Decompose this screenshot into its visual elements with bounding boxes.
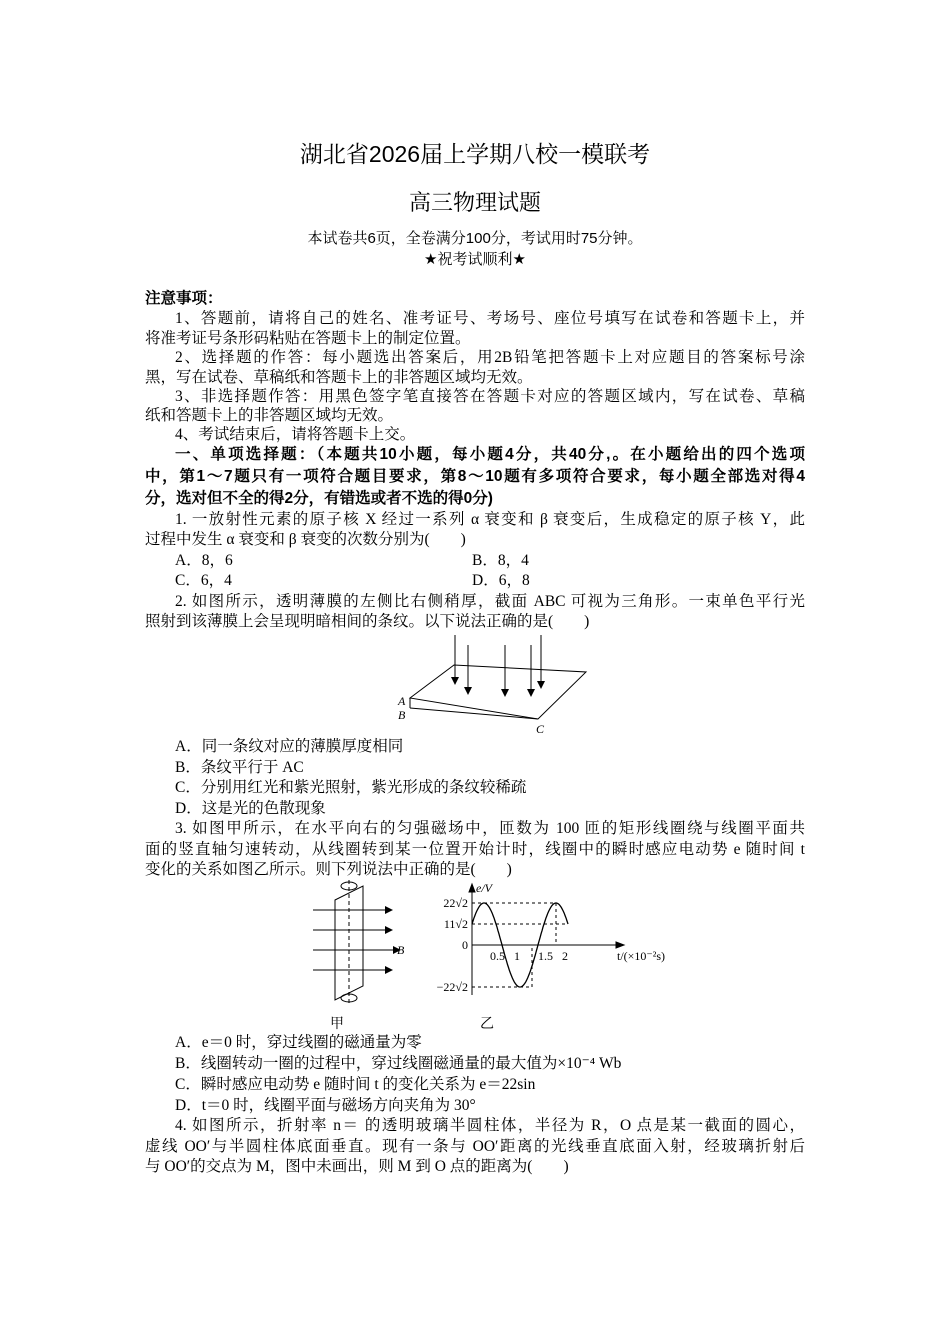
notice-line: 3、非选择题作答：用黑色签字笔直接答在答题卡对应的答题区域内，写在试卷、草稿 xyxy=(175,388,805,405)
fig-label-b: B xyxy=(398,708,406,722)
fig-label-c: C xyxy=(536,722,545,736)
x-axis-label: t/(×10⁻²s) xyxy=(617,949,666,963)
y-tick-label: 22√2 xyxy=(443,896,468,911)
notice-line: 将准考证号条形码粘贴在答题卡上的制定位置。 xyxy=(145,330,471,347)
q2-option-d: D．这是光的色散现象 xyxy=(175,800,326,817)
q3-option-a: A．e＝0 时，穿过线圈的磁通量为零 xyxy=(175,1034,422,1051)
notice-line: 2、选择题的作答：每小题选出答案后，用2B铅笔把答题卡上对应题目的答案标号涂 xyxy=(175,349,805,366)
y-tick-label: 11√2 xyxy=(443,917,468,932)
fig-label-a: A xyxy=(398,694,406,708)
y-tick-label: −22√2 xyxy=(436,979,468,994)
q3-stem: 3. 如图甲所示，在水平向右的匀强磁场中，匝数为 100 匝的矩形线圈绕与线圈平面共 xyxy=(175,820,805,837)
notice-line: 1、答题前，请将自己的姓名、准考证号、考场号、座位号填写在试卷和答题卡上，并 xyxy=(175,310,805,327)
x-tick-label: 2 xyxy=(562,949,568,963)
section-heading: 一、单项选择题：（本题共10小题，每小题4分，共40分,。在小题给出的四个选项 xyxy=(175,446,805,463)
q2-option-c: C．分别用红光和紫光照射，紫光形成的条纹较稀疏 xyxy=(175,779,527,796)
film-bottom-edge xyxy=(410,708,538,719)
q1-option-b: B．8，4 xyxy=(472,552,529,569)
exam-info: 本试卷共6页，全卷满分100分，考试用时75分钟。 xyxy=(307,230,643,247)
q2-film-figure xyxy=(390,633,590,738)
notice-heading: 注意事项： xyxy=(145,290,223,307)
q1-option-a: A．8，6 xyxy=(175,552,233,569)
x-tick-label: 0.5 xyxy=(490,949,505,963)
section-line: 分，选对但不全的得2分，有错选或者不选的得0分) xyxy=(145,490,493,507)
q3-option-c: C．瞬时感应电动势 e 随时间 t 的变化关系为 e＝22sin xyxy=(175,1076,536,1093)
q3-coil-figure xyxy=(305,878,415,1008)
film-top-surface xyxy=(410,665,586,719)
q2-option-a: A．同一条纹对应的薄膜厚度相同 xyxy=(175,738,404,755)
y-axis-arrow xyxy=(469,884,475,892)
q3-stem: 面的竖直轴匀速转动，从线圈转到某一位置开始计时，线圈中的瞬时感应电动势 e 随时间 t xyxy=(145,841,805,858)
q2-stem: 照射到该薄膜上会呈现明暗相间的条纹。以下说法正确的是( ) xyxy=(145,613,590,630)
notice-line: 纸和答题卡上的非答题区域均无效。 xyxy=(145,407,394,424)
q4-stem: 与 OO′的交点为 M，图中未画出，则 M 到 O 点的距离为( ) xyxy=(145,1158,569,1175)
fig-caption-yi: 乙 xyxy=(480,1015,494,1031)
x-tick-label: 1 xyxy=(514,949,520,963)
q4-stem: 虚线 OO′与半圆柱体底面垂直。现有一条与 OO′距离的光线垂直底面入射，经玻璃折射后 xyxy=(145,1138,805,1155)
q1-stem: 1. 一放射性元素的原子核 X 经过一系列 α 衰变和 β 衰变后，生成稳定的原子核 Y，此 xyxy=(175,511,805,528)
q1-option-c: C．6，4 xyxy=(175,572,232,589)
section-line: 中，第1～7题只有一项符合题目要求，第8～10题有多项符合要求，每小题全部选对得4 xyxy=(145,468,805,485)
q2-option-b: B．条纹平行于 AC xyxy=(175,759,304,776)
y-axis-label: e/V xyxy=(476,881,492,895)
q4-stem: 4. 如图所示，折射率 n＝ 的透明玻璃半圆柱体，半径为 R，O 点是某一截面的圆心， xyxy=(175,1117,805,1134)
q3-stem: 变化的关系如图乙所示。则下列说法中正确的是( ) xyxy=(145,861,512,878)
x-tick-label: 1.5 xyxy=(538,949,553,963)
q3-option-b: B．线圈转动一圈的过程中，穿过线圈磁通量的最大值为×10⁻⁴ Wb xyxy=(175,1055,622,1072)
q2-stem: 2. 如图所示，透明薄膜的左侧比右侧稍厚，截面 ABC 可视为三角形。一束单色平行光 xyxy=(175,593,805,610)
exam-subtitle: 高三物理试题 xyxy=(408,190,541,215)
q3-emf-chart xyxy=(425,880,685,1000)
y-tick-label: 0 xyxy=(462,938,468,952)
q1-stem: 过程中发生 α 衰变和 β 衰变的次数分别为( ) xyxy=(145,531,466,548)
fig-caption-jia: 甲 xyxy=(330,1015,344,1031)
x-axis-arrow xyxy=(616,942,624,948)
notice-line: 4、考试结束后，请将答题卡上交。 xyxy=(175,426,416,443)
q1-option-d: D．6，8 xyxy=(472,572,530,589)
notice-line: 黑，写在试卷、草稿纸和答题卡上的非答题区域均无效。 xyxy=(145,369,533,386)
q3-option-d: D．t＝0 时，线圈平面与磁场方向夹角为 30° xyxy=(175,1097,476,1114)
exam-title: 湖北省2026届上学期八校一模联考 xyxy=(299,141,651,167)
field-label: B xyxy=(397,943,405,957)
exam-wish: ★祝考试顺利★ xyxy=(424,251,526,268)
